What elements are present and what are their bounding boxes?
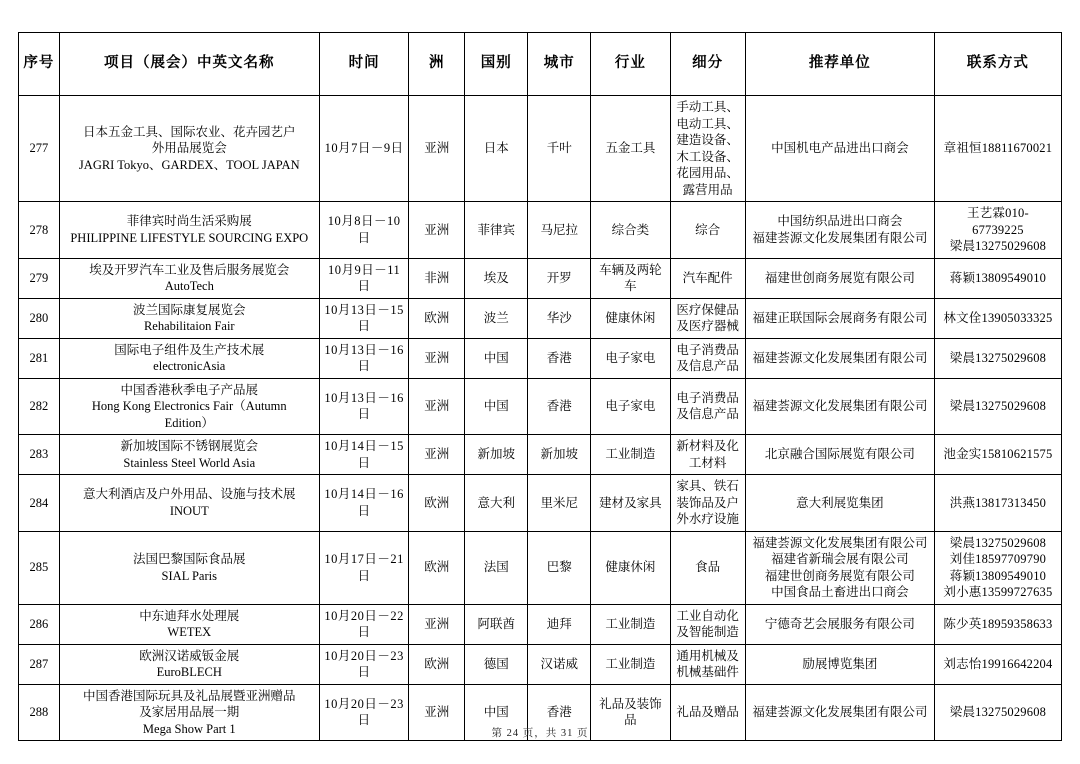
row-subcategory [670,531,745,604]
row-country: 中国 [465,338,528,378]
row-city: 开罗 [528,258,591,298]
row-time [319,435,408,475]
row-subcategory [670,644,745,684]
cell-line: 电子消费品 [676,342,739,357]
cell-line: 及医疗器械 [676,319,739,333]
row-exhibition-name [59,475,319,532]
cell-line: 工材料 [688,455,727,470]
column-header-continent: 洲 [409,33,465,96]
row-time [319,258,408,298]
row-subcategory [670,604,745,644]
cell-line: 法国巴黎国际食品展 [133,552,246,566]
row-exhibition-name [59,298,319,338]
cell-line: 医疗保健品 [676,302,739,317]
cell-line: Mega Show Part 1 [142,721,236,736]
cell-line: 工业自动化 [676,608,739,623]
cell-line: 福建正联国际会展商务有限公司 [752,310,928,325]
row-industry: 综合类 [591,202,670,259]
row-city: 马尼拉 [528,202,591,259]
row-continent: 亚洲 [409,435,465,475]
row-city: 华沙 [528,298,591,338]
column-header-subcategory: 细分 [670,33,745,96]
row-time [319,202,408,259]
cell-line: 林文佺13905033325 [943,310,1053,325]
cell-line: 福建世创商务展览有限公司 [764,270,915,285]
cell-line: 蒋颖13809549010 [949,568,1047,583]
row-subcategory [670,338,745,378]
row-city: 香港 [528,338,591,378]
row-recommender [745,435,934,475]
row-exhibition-name [59,258,319,298]
cell-line: WETEX [167,625,212,639]
cell-line: 新加坡国际不锈钢展览会 [120,439,259,453]
row-city: 里米尼 [528,475,591,532]
row-industry: 健康休闲 [591,531,670,604]
row-time [319,378,408,435]
cell-line: 日 [357,359,371,373]
row-city: 千叶 [528,96,591,202]
row-continent: 亚洲 [409,378,465,435]
cell-line: 日 [357,665,371,679]
cell-line: 梁晨13275029608 [949,239,1047,253]
table-body [19,96,1062,741]
table-row [19,258,1062,298]
row-country: 阿联酋 [465,604,528,644]
row-industry: 礼品及装饰品 [591,684,670,741]
row-number: 282 [19,378,60,435]
row-contact [934,604,1061,644]
row-recommender [745,202,934,259]
column-header-country: 国别 [465,33,528,96]
cell-line: JAGRI Tokyo、GARDEX、TOOL JAPAN [78,157,300,172]
row-recommender [745,96,934,202]
row-continent: 欧洲 [409,298,465,338]
cell-line: 刘佳18597709790 [949,552,1047,566]
cell-line: 67739225 [972,222,1024,237]
row-contact [934,202,1061,259]
row-time [319,298,408,338]
row-continent: 欧洲 [409,531,465,604]
cell-line: 日 [357,503,371,518]
row-subcategory [670,435,745,475]
cell-line: 手动工具、 [676,100,739,114]
cell-line: 礼品及赠品 [676,705,739,719]
cell-line: 日 [357,319,371,333]
cell-line: PHILIPPINE LIFESTYLE SOURCING EXPO [70,230,309,245]
row-continent: 欧洲 [409,644,465,684]
cell-line: 10月14日－16 [324,487,404,502]
cell-line: 中国香港秋季电子产品展 [120,382,259,397]
row-industry: 车辆及两轮车 [591,258,670,298]
row-recommender [745,378,934,435]
row-industry: 五金工具 [591,96,670,202]
table-header-row [19,33,1062,96]
cell-line: 福建荟源文化发展集团有限公司 [752,535,928,550]
cell-line: 外用品展览会 [151,141,227,156]
column-header-name: 项目（展会）中英文名称 [59,33,319,96]
row-subcategory [670,475,745,532]
row-exhibition-name [59,202,319,259]
cell-line: 电动工具、 [676,116,739,131]
row-continent: 亚洲 [409,604,465,644]
table-row [19,202,1062,259]
cell-line: 综合 [695,222,721,237]
cell-line: 池金实15810621575 [943,447,1053,462]
cell-line: 福建荟源文化发展集团有限公司 [752,230,928,245]
row-city: 迪拜 [528,604,591,644]
cell-line: 陈少英18959358633 [943,616,1053,631]
row-country: 菲律宾 [465,202,528,259]
cell-line: 日 [357,568,371,583]
exhibition-table [18,32,1062,741]
row-country: 意大利 [465,475,528,532]
cell-line: 10月13日－16 [324,342,404,357]
column-header-industry: 行业 [591,33,670,96]
row-subcategory [670,258,745,298]
page-footer: 第 24 页，共 31 页 [491,728,589,739]
row-time [319,604,408,644]
row-number: 288 [19,684,60,741]
row-country: 波兰 [465,298,528,338]
row-time [319,475,408,532]
row-continent: 非洲 [409,258,465,298]
cell-line: Stainless Steel World Asia [123,455,256,470]
column-header-no: 序号 [19,33,60,96]
cell-line: 花园用品、 [676,166,739,180]
cell-line: 通用机械及 [676,648,739,663]
cell-line: 及信息产品 [676,359,739,373]
row-time [319,644,408,684]
cell-line: 家具、铁石 [676,479,739,493]
row-contact [934,378,1061,435]
cell-line: 10月20日－23 [324,696,404,711]
table-row [19,435,1062,475]
cell-line: 中东迪拜水处理展 [139,608,240,623]
cell-line: SIAL Paris [161,568,217,583]
cell-line: 日 [357,625,371,639]
row-industry: 建材及家具 [591,475,670,532]
cell-line: 机械基础件 [676,665,739,679]
row-city: 新加坡 [528,435,591,475]
row-number: 277 [19,96,60,202]
row-industry: 工业制造 [591,644,670,684]
row-contact [934,96,1061,202]
row-industry: 健康休闲 [591,298,670,338]
column-header-contact: 联系方式 [934,33,1061,96]
table-row [19,644,1062,684]
row-exhibition-name [59,435,319,475]
column-header-recommender: 推荐单位 [745,33,934,96]
cell-line: 10月13日－16 [324,390,404,405]
cell-line: 10月7日－9日 [324,141,404,156]
row-continent: 欧洲 [409,475,465,532]
row-number: 286 [19,604,60,644]
row-city: 巴黎 [528,531,591,604]
row-contact [934,531,1061,604]
row-contact [934,475,1061,532]
cell-line: 洪燕13817313450 [949,495,1047,510]
cell-line: AutoTech [164,279,214,293]
cell-line: 刘小惠13599727635 [943,585,1053,599]
cell-line: 10月13日－15 [324,302,404,317]
cell-line: 福建世创商务展览有限公司 [764,568,915,583]
row-city: 汉诺威 [528,644,591,684]
cell-line: 梁晨13275029608 [949,705,1047,719]
cell-line: 梁晨13275029608 [949,399,1047,413]
cell-line: 日 [357,713,371,728]
cell-line: 中国香港国际玩具及礼品展暨亚洲赠品 [83,688,296,703]
cell-line: 及智能制造 [676,625,739,639]
cell-line: 蒋颖13809549010 [949,270,1047,285]
row-subcategory [670,378,745,435]
cell-line: 日 [357,407,371,422]
row-continent: 亚洲 [409,684,465,741]
row-number: 287 [19,644,60,684]
cell-line: 北京融合国际展览有限公司 [764,447,915,462]
cell-line: 王艺霖010- [967,206,1029,220]
table-row [19,475,1062,532]
row-recommender [745,298,934,338]
row-city: 香港 [528,684,591,741]
row-continent: 亚洲 [409,96,465,202]
cell-line: 福建荟源文化发展集团有限公司 [752,350,928,365]
cell-line: 10月8日－10日 [327,214,401,245]
row-recommender [745,258,934,298]
row-time [319,531,408,604]
row-exhibition-name [59,338,319,378]
row-exhibition-name [59,644,319,684]
row-recommender [745,644,934,684]
row-continent: 亚洲 [409,338,465,378]
cell-line: 中国机电产品进出口商会 [771,141,909,156]
table-header [19,33,1062,96]
cell-line: 食品 [695,560,721,575]
cell-line: 10月20日－22 [324,608,404,623]
cell-line: 欧洲汉诺威钣金展 [139,648,240,663]
row-exhibition-name [59,378,319,435]
row-number: 283 [19,435,60,475]
row-time [319,96,408,202]
cell-line: 中国食品土畜进出口商会 [771,585,909,599]
row-industry: 工业制造 [591,435,670,475]
row-recommender [745,475,934,532]
cell-line: 埃及开罗汽车工业及售后服务展览会 [89,262,290,277]
row-contact [934,298,1061,338]
cell-line: 外水疗设施 [676,512,739,526]
row-recommender [745,338,934,378]
cell-line: INOUT [169,503,209,518]
cell-line: 露营用品 [682,182,733,197]
row-exhibition-name [59,96,319,202]
cell-line: 意大利展览集团 [796,495,884,510]
row-country: 新加坡 [465,435,528,475]
row-country: 中国 [465,378,528,435]
cell-line: 章祖恒18811670021 [943,141,1053,156]
cell-line: 梁晨13275029608 [949,350,1047,365]
cell-line: 宁德奇艺会展服务有限公司 [764,616,915,631]
cell-line: 新材料及化 [676,439,739,453]
row-country: 日本 [465,96,528,202]
row-country: 埃及 [465,258,528,298]
row-number: 279 [19,258,60,298]
row-number: 278 [19,202,60,259]
cell-line: 装饰品及户 [676,495,739,510]
row-number: 284 [19,475,60,532]
row-city: 香港 [528,378,591,435]
cell-line: 汽车配件 [682,270,733,285]
column-header-time: 时间 [319,33,408,96]
cell-line: 福建荟源文化发展集团有限公司 [752,399,928,413]
row-country: 法国 [465,531,528,604]
column-header-city: 城市 [528,33,591,96]
cell-line: 10月20日－23 [324,648,404,663]
cell-line: 励展博览集团 [802,656,878,671]
row-contact [934,258,1061,298]
cell-line: 菲律宾时尚生活采购展 [126,214,252,229]
row-exhibition-name [59,531,319,604]
row-subcategory [670,202,745,259]
row-time [319,338,408,378]
cell-line: 梁晨13275029608 [949,535,1047,550]
cell-line: Rehabilitaion Fair [143,319,235,333]
cell-line: 木工设备、 [676,149,739,164]
cell-line: 日 [357,455,371,470]
row-exhibition-name [59,604,319,644]
row-subcategory [670,96,745,202]
table-row [19,338,1062,378]
row-continent: 亚洲 [409,202,465,259]
table-row [19,298,1062,338]
row-recommender [745,604,934,644]
row-number: 280 [19,298,60,338]
cell-line: 10月14日－15 [324,439,404,453]
cell-line: Edition） [164,415,214,430]
row-country: 中国 [465,684,528,741]
row-contact [934,338,1061,378]
row-subcategory [670,298,745,338]
cell-line: 波兰国际康复展览会 [133,302,246,317]
cell-line: 10月9日－11日 [327,262,401,293]
cell-line: 10月17日－21 [324,552,404,566]
cell-line: 及家居用品展一期 [139,705,240,719]
cell-line: Hong Kong Electronics Fair（Autumn [91,399,287,413]
row-number: 285 [19,531,60,604]
cell-line: 及信息产品 [676,407,739,422]
cell-line: 国际电子组件及生产技术展 [114,342,265,357]
cell-line: 刘志怡19916642204 [943,656,1053,671]
row-recommender [745,531,934,604]
cell-line: 福建省新瑞会展有限公司 [771,552,909,566]
cell-line: 建造设备、 [676,133,739,147]
cell-line: 电子消费品 [676,390,739,405]
table-row [19,96,1062,202]
table-row [19,531,1062,604]
row-industry: 电子家电 [591,338,670,378]
cell-line: 意大利酒店及户外用品、设施与技术展 [83,487,296,502]
row-industry: 电子家电 [591,378,670,435]
row-number: 281 [19,338,60,378]
cell-line: EuroBLECH [156,665,222,679]
row-contact [934,644,1061,684]
cell-line: 福建荟源文化发展集团有限公司 [752,705,928,719]
table-row [19,604,1062,644]
cell-line: 日本五金工具、国际农业、花卉园艺户 [83,124,296,139]
row-contact [934,435,1061,475]
row-industry: 工业制造 [591,604,670,644]
cell-line: 中国纺织品进出口商会 [777,214,903,229]
cell-line: electronicAsia [153,359,226,373]
table-row [19,378,1062,435]
row-country: 德国 [465,644,528,684]
